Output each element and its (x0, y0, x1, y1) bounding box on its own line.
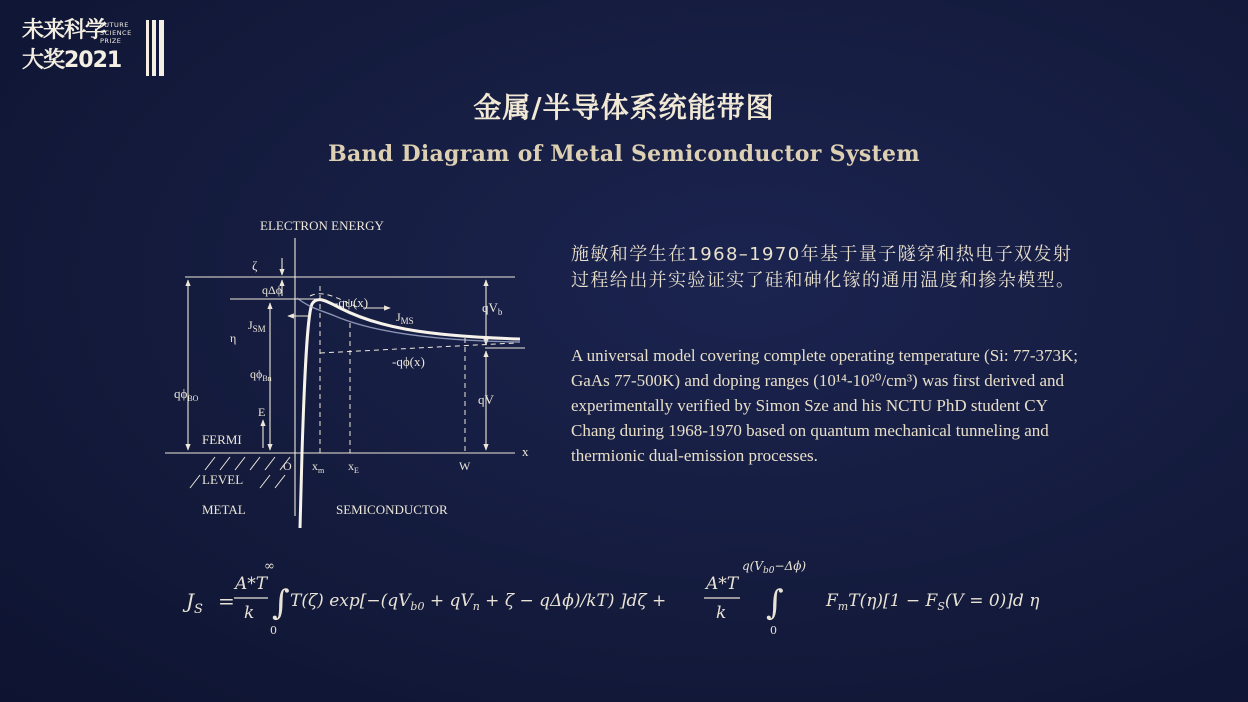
int1-upper: ∞ (264, 559, 275, 574)
formula-coef-num: A*T (235, 574, 268, 594)
int1-lower: 0 (270, 624, 277, 637)
fermi-label: FERMI (202, 432, 242, 447)
j-sm-label (248, 318, 266, 334)
xe-main: x (348, 459, 354, 473)
conduction-band-curve (300, 300, 520, 528)
term1-sub: b0 (410, 600, 425, 613)
j-sm-sub: SM (252, 324, 266, 334)
term1-b: + qV (424, 591, 473, 611)
formula-coef2-den: k (716, 603, 727, 623)
origin-label: O (283, 459, 292, 473)
term1-sub2: n (472, 600, 480, 613)
term2-a: F (826, 591, 838, 611)
level-label: LEVEL (202, 472, 244, 487)
formula-term1 (290, 591, 666, 613)
q-phi-bn-label (250, 367, 272, 383)
int2-upper-b: −Δϕ) (774, 559, 807, 573)
logo-en-line: FUTURE (100, 21, 129, 29)
zeta-label: ζ (252, 258, 258, 273)
q-phi-bo-label (174, 386, 199, 403)
q-vb-label (482, 300, 503, 317)
q-vb-main: qV (482, 300, 498, 315)
formula-lhs-sub: S (194, 602, 203, 617)
electron-energy-label: ELECTRON ENERGY (260, 218, 384, 233)
term2-b: T(η)[1 − F (848, 591, 938, 611)
logo (22, 18, 152, 80)
e-label: E (258, 405, 266, 419)
int2-upper (742, 559, 806, 576)
description-en: A universal model covering complete operating temperature (Si: 77-373K; GaAs 77-500K) and doping ranges (10¹⁴-10²⁰/cm³) was first derived and experimentally verified by Simon Sze and his NCTU PhD student CY Chang during 1968-1970 based on quantum mechanical tunneling and thermionic dual-emission processes. (571, 346, 1079, 465)
j-ms-sub: MS (400, 316, 414, 326)
band-diagram (160, 208, 540, 528)
xe-sub: E (354, 466, 359, 475)
q-phi-x-label: -qϕ(x) (392, 354, 425, 369)
current-formula (180, 556, 1080, 646)
q-phi-bn-main: qϕ (250, 367, 263, 381)
formula-term2 (825, 591, 1040, 613)
semiconductor-label: SEMICONDUCTOR (336, 502, 448, 517)
q-psi-label: -qψ(x) (334, 295, 369, 310)
page-title-en: Band Diagram of Metal Semiconductor System (328, 141, 920, 167)
term2-sub: m (837, 600, 849, 613)
j-ms-label (396, 310, 414, 326)
int2-upper-a: q(V (742, 559, 764, 573)
term2-c: (V = 0)]d η (944, 591, 1040, 611)
formula-equals: = (218, 589, 235, 613)
xm-main: x (312, 459, 318, 473)
q-phi-bo-main: qϕ (174, 386, 188, 401)
logo-text-cn-1: 未来科学 (22, 18, 107, 43)
int2-lower: 0 (770, 624, 777, 637)
j-sm-main: J (248, 318, 253, 332)
int2-upper-sub: b0 (763, 566, 775, 576)
int2-sign: ∫ (766, 583, 784, 623)
int1-sign: ∫ (272, 583, 290, 623)
j-ms-main: J (396, 310, 401, 324)
xm-label (312, 459, 325, 475)
eta-label: η (230, 331, 237, 345)
formula-lhs-main: J (186, 589, 195, 613)
metal-label: METAL (202, 502, 246, 517)
q-v-label: qV (478, 392, 494, 407)
term1-a: T(ζ) exp[−(qV (290, 591, 411, 611)
logo-text-cn-2: 大奖2021 (22, 48, 122, 73)
x-axis-label: x (522, 444, 529, 459)
w-label: W (459, 459, 471, 473)
page-title-cn: 金属/半导体系统能带图 (473, 91, 775, 124)
description-cn: 施敏和学生在1968–1970年基于量子隧穿和热电子双发射过程给出并实验证实了硅和砷化镓的通用温度和掺杂模型。 (571, 244, 1076, 291)
q-phi-bo-sub: BO (187, 394, 199, 403)
logo-bars-icon (144, 20, 166, 78)
xe-label (348, 459, 359, 475)
xm-sub: m (318, 466, 325, 475)
q-vb-sub: b (497, 307, 503, 317)
logo-text-en (100, 21, 132, 45)
term2-sub2: S (937, 600, 945, 613)
formula-coef-den: k (244, 603, 255, 623)
q-phi-bn-sub: Bn (262, 374, 272, 383)
logo-en-line: SCIENCE (100, 29, 132, 37)
q-delta-phi-label: qΔϕ (262, 283, 283, 297)
logo-en-line: PRIZE (100, 37, 122, 45)
formula-lhs (182, 589, 203, 617)
formula-coef2-num: A*T (706, 574, 739, 594)
term1-c: + ζ − qΔϕ)/kT) ]dζ + (479, 591, 667, 611)
